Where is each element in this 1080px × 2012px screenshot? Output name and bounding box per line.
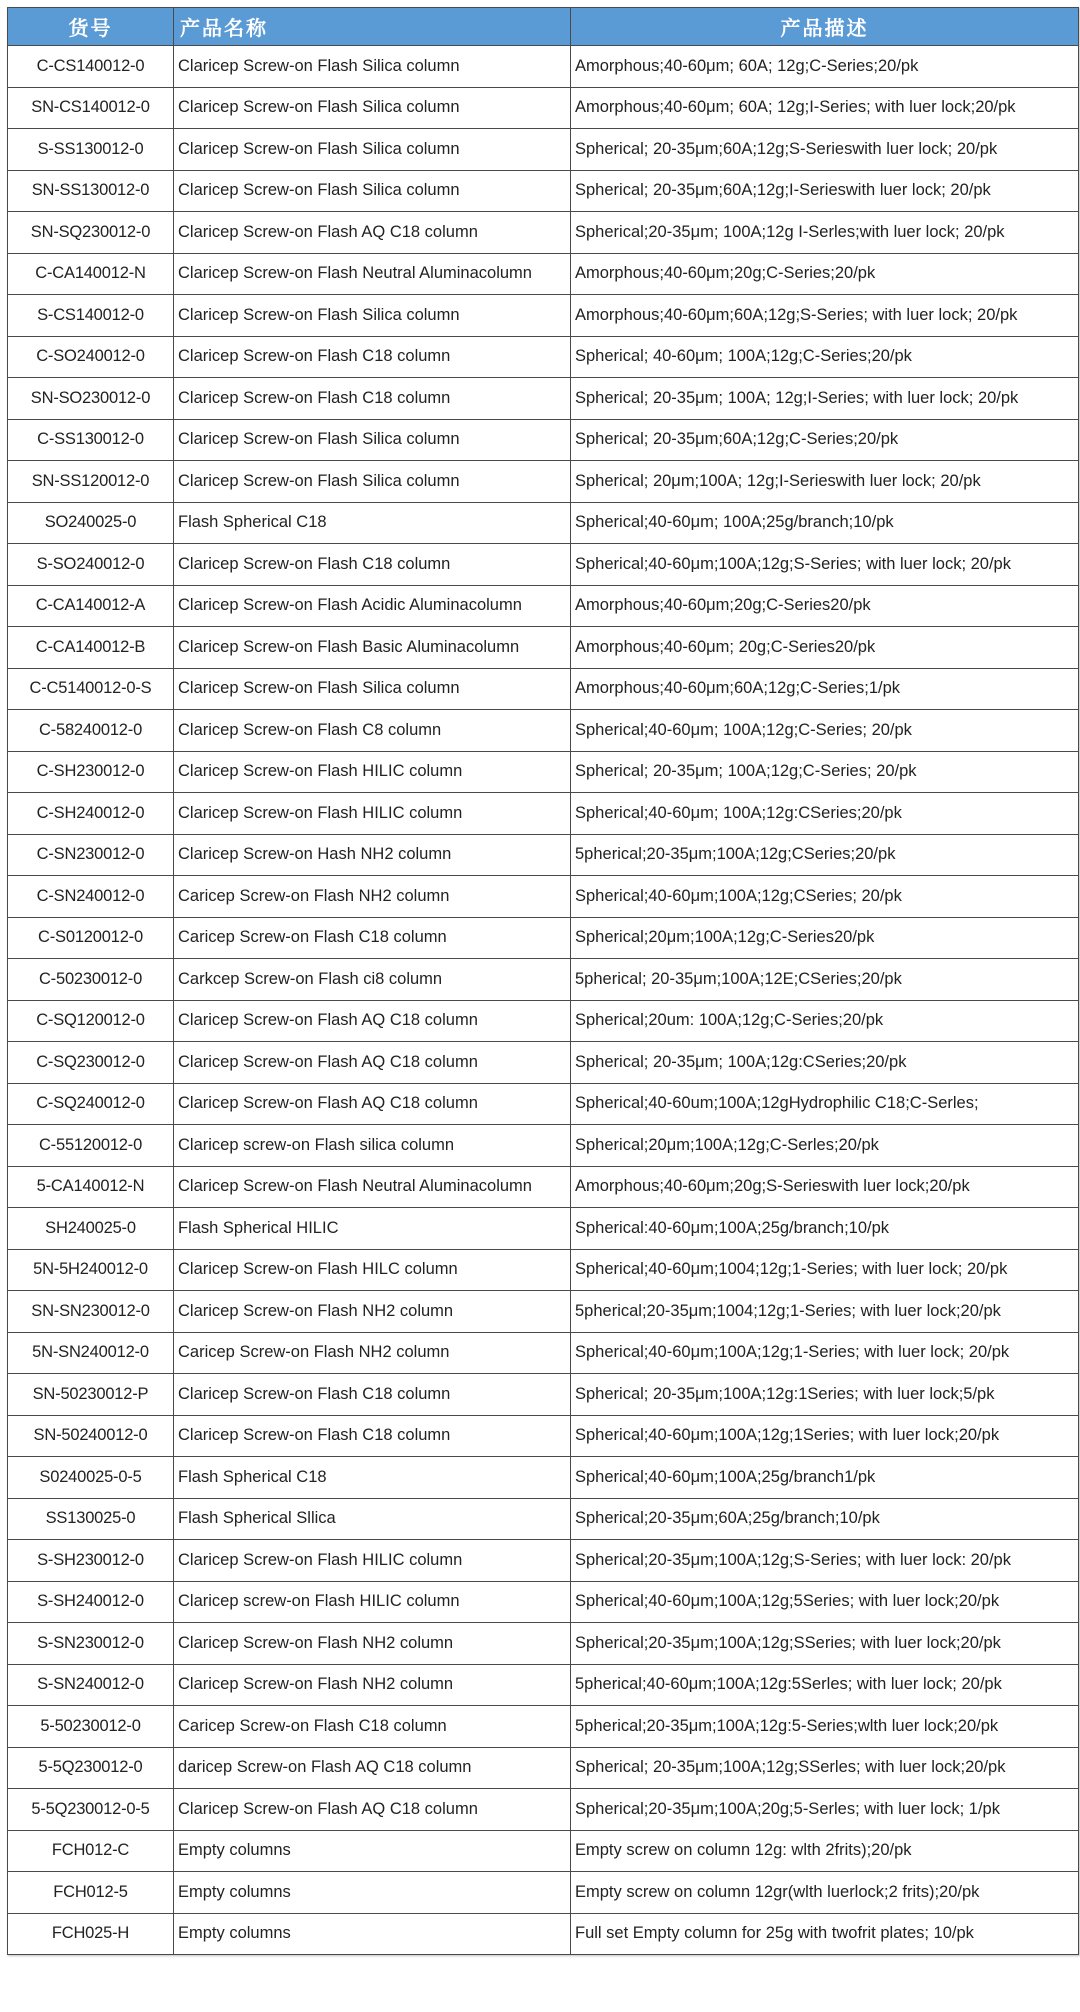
item-number-cell: 5-CA140012-N <box>8 1166 174 1208</box>
table-row <box>8 1498 1079 1540</box>
product-name-cell: Claricep Screw-on Flash Silica column <box>174 668 571 710</box>
product-description-cell: 5pherical; 20-35μm;100A;12E;CSeries;20/pk <box>571 959 1079 1001</box>
table-row <box>8 295 1079 337</box>
item-number-cell: SS130025-0 <box>8 1498 174 1540</box>
product-name-cell: Claricep Screw-on Flash Basic Aluminacolumn <box>174 627 571 669</box>
product-description-cell: Spherical;40-60μm; 100A;12g:CSeries;20/pk <box>571 793 1079 835</box>
item-number-cell: SN-50240012-0 <box>8 1415 174 1457</box>
product-name-cell: Claricep Screw-on Flash Silica column <box>174 46 571 88</box>
product-name-cell: Claricep Screw-on Flash C18 column <box>174 1415 571 1457</box>
product-name-cell: Flash Spherical HILIC <box>174 1208 571 1250</box>
product-name-cell: Claricep Screw-on Flash C18 column <box>174 336 571 378</box>
table-row <box>8 1415 1079 1457</box>
product-description-cell: Spherical;40-60um;100A;12gHydrophilic C18;C-Serles; <box>571 1083 1079 1125</box>
table-row <box>8 1747 1079 1789</box>
table-row <box>8 627 1079 669</box>
product-name-cell: Empty columns <box>174 1872 571 1914</box>
product-description-cell: Amorphous;40-60μm; 60A; 12g;C-Series;20/pk <box>571 46 1079 88</box>
product-name-cell: Claricep Screw-on Flash HILC column <box>174 1249 571 1291</box>
item-number-cell: 5-50230012-0 <box>8 1706 174 1748</box>
item-number-cell: SN-SN230012-0 <box>8 1291 174 1333</box>
item-number-cell: C-55120012-0 <box>8 1125 174 1167</box>
product-description-cell: Amorphous;40-60μm;20g;S-Serieswith luer lock;20/pk <box>571 1166 1079 1208</box>
product-name-cell: Claricep Screw-on Flash Neutral Aluminacolumn <box>174 1166 571 1208</box>
table-body <box>8 46 1079 1955</box>
product-description-cell: Amorphous;40-60μm;20g;C-Series;20/pk <box>571 253 1079 295</box>
table-row <box>8 959 1079 1001</box>
product-name-cell: Claricep Screw-on Flash NH2 column <box>174 1664 571 1706</box>
product-name-cell: Carkcep Screw-on Flash ci8 column <box>174 959 571 1001</box>
item-number-cell: S-SN240012-0 <box>8 1664 174 1706</box>
product-description-cell: Spherical; 40-60μm; 100A;12g;C-Series;20/pk <box>571 336 1079 378</box>
item-number-cell: FCH012-5 <box>8 1872 174 1914</box>
item-number-cell: C-SH230012-0 <box>8 751 174 793</box>
product-description-cell: Spherical; 20-35μm;60A;12g;I-Serieswith luer lock; 20/pk <box>571 170 1079 212</box>
product-description-cell: Amorphous;40-60μm;60A;12g;C-Series;1/pk <box>571 668 1079 710</box>
table-row <box>8 87 1079 129</box>
item-number-cell: C-CA140012-N <box>8 253 174 295</box>
item-number-cell: S0240025-0-5 <box>8 1457 174 1499</box>
product-table <box>7 7 1079 1955</box>
table-row <box>8 1291 1079 1333</box>
table-row <box>8 46 1079 88</box>
product-name-cell: Flash Spherical C18 <box>174 502 571 544</box>
table-row <box>8 668 1079 710</box>
product-description-cell: Spherical; 20-35μm; 100A;12g;C-Series; 20/pk <box>571 751 1079 793</box>
item-number-cell: C-CA140012-A <box>8 585 174 627</box>
product-name-cell: daricep Screw-on Flash AQ C18 column <box>174 1747 571 1789</box>
item-number-cell: 5-5Q230012-0 <box>8 1747 174 1789</box>
product-name-cell: Claricep Screw-on Flash HILIC column <box>174 1540 571 1582</box>
item-number-cell: C-CA140012-B <box>8 627 174 669</box>
table-row <box>8 253 1079 295</box>
product-description-cell: 5pherical;20-35μm;100A;12g:5-Series;wlth luer lock;20/pk <box>571 1706 1079 1748</box>
item-number-cell: C-58240012-0 <box>8 710 174 752</box>
table-row <box>8 336 1079 378</box>
item-number-cell: FCH012-C <box>8 1830 174 1872</box>
item-number-cell: C-SS130012-0 <box>8 419 174 461</box>
table-row <box>8 1789 1079 1831</box>
header-item-number: 货号 <box>8 8 174 46</box>
table-row <box>8 170 1079 212</box>
product-name-cell: Claricep Screw-on Hash NH2 column <box>174 834 571 876</box>
product-name-cell: Flash Spherical Sllica <box>174 1498 571 1540</box>
product-name-cell: Caricep Screw-on Flash NH2 column <box>174 876 571 918</box>
product-name-cell: Caricep Screw-on Flash NH2 column <box>174 1332 571 1374</box>
item-number-cell: S-SN230012-0 <box>8 1623 174 1665</box>
item-number-cell: C-CS140012-0 <box>8 46 174 88</box>
product-description-cell: Spherical; 20-35μm;60A;12g;S-Serieswith luer lock; 20/pk <box>571 129 1079 171</box>
product-description-cell: Spherical;40-60μm;100A;12g;1-Series; with luer lock; 20/pk <box>571 1332 1079 1374</box>
product-description-cell: 5pherical;20-35μm;1004;12g;1-Series; with luer lock;20/pk <box>571 1291 1079 1333</box>
table-row <box>8 1664 1079 1706</box>
product-name-cell: Claricep Screw-on Flash AQ C18 column <box>174 1042 571 1084</box>
item-number-cell: S-SS130012-0 <box>8 129 174 171</box>
product-name-cell: Claricep Screw-on Flash Silica column <box>174 461 571 503</box>
item-number-cell: C-SH240012-0 <box>8 793 174 835</box>
product-name-cell: Claricep Screw-on Flash Silica column <box>174 170 571 212</box>
product-name-cell: Claricep screw-on Flash silica column <box>174 1125 571 1167</box>
product-description-cell: 5pherical;40-60μm;100A;12g:5Serles; with luer lock; 20/pk <box>571 1664 1079 1706</box>
table-header-row <box>8 8 1079 46</box>
table-row <box>8 1872 1079 1914</box>
table-row <box>8 1042 1079 1084</box>
product-description-cell: Spherical; 20-35μm; 100A;12g:CSeries;20/pk <box>571 1042 1079 1084</box>
item-number-cell: C-S0120012-0 <box>8 917 174 959</box>
table-row <box>8 1249 1079 1291</box>
table-row <box>8 1913 1079 1955</box>
product-name-cell: Claricep Screw-on Flash AQ C18 column <box>174 212 571 254</box>
table-row <box>8 129 1079 171</box>
product-name-cell: Claricep Screw-on Flash Neutral Aluminacolumn <box>174 253 571 295</box>
product-description-cell: Spherical; 20-35μm;100A;12g:1Series; with luer lock;5/pk <box>571 1374 1079 1416</box>
product-name-cell: Claricep Screw-on Flash C18 column <box>174 378 571 420</box>
table-row <box>8 1830 1079 1872</box>
item-number-cell: SN-CS140012-0 <box>8 87 174 129</box>
product-description-cell: Spherical;20-35μm; 100A;12g I-Serles;with luer lock; 20/pk <box>571 212 1079 254</box>
item-number-cell: FCH025-H <box>8 1913 174 1955</box>
product-name-cell: Empty columns <box>174 1913 571 1955</box>
item-number-cell: C-SQ240012-0 <box>8 1083 174 1125</box>
product-name-cell: Claricep Screw-on Flash NH2 column <box>174 1623 571 1665</box>
product-name-cell: Claricep Screw-on Flash Silica column <box>174 87 571 129</box>
product-description-cell: Spherical;20-35μm;100A;20g;5-Serles; with luer lock; 1/pk <box>571 1789 1079 1831</box>
item-number-cell: 5N-5H240012-0 <box>8 1249 174 1291</box>
table-row <box>8 461 1079 503</box>
product-name-cell: Claricep Screw-on Flash HILIC column <box>174 751 571 793</box>
item-number-cell: S-SH230012-0 <box>8 1540 174 1582</box>
product-description-cell: Empty screw on column 12g: wlth 2frits);20/pk <box>571 1830 1079 1872</box>
item-number-cell: S-SH240012-0 <box>8 1581 174 1623</box>
product-name-cell: Claricep Screw-on Flash AQ C18 column <box>174 1789 571 1831</box>
product-description-cell: Spherical; 20-35μm;100A;12g;SSerles; with luer lock;20/pk <box>571 1747 1079 1789</box>
product-name-cell: Claricep Screw-on Flash Acidic Aluminacolumn <box>174 585 571 627</box>
product-description-cell: Spherical;40-60μm;100A;12g;1Series; with luer lock;20/pk <box>571 1415 1079 1457</box>
product-description-cell: Spherical; 20μm;100A; 12g;I-Serieswith luer lock; 20/pk <box>571 461 1079 503</box>
product-description-cell: Spherical;40-60μm;100A;25g/branch1/pk <box>571 1457 1079 1499</box>
item-number-cell: C-50230012-0 <box>8 959 174 1001</box>
table-row <box>8 1623 1079 1665</box>
table-row <box>8 1374 1079 1416</box>
table-row <box>8 834 1079 876</box>
product-name-cell: Caricep Screw-on Flash C18 column <box>174 1706 571 1748</box>
product-description-cell: Spherical;20um: 100A;12g;C-Series;20/pk <box>571 1000 1079 1042</box>
product-name-cell: Claricep Screw-on Flash C18 column <box>174 1374 571 1416</box>
table-row <box>8 1540 1079 1582</box>
product-name-cell: Claricep Screw-on Flash HILIC column <box>174 793 571 835</box>
table-row <box>8 212 1079 254</box>
table-row <box>8 419 1079 461</box>
item-number-cell: SN-SS120012-0 <box>8 461 174 503</box>
product-description-cell: Spherical:40-60μm;100A;25g/branch;10/pk <box>571 1208 1079 1250</box>
product-description-cell: Spherical;40-60μm; 100A;25g/branch;10/pk <box>571 502 1079 544</box>
table-row <box>8 378 1079 420</box>
table-row <box>8 1000 1079 1042</box>
table-row <box>8 1125 1079 1167</box>
table-row <box>8 544 1079 586</box>
product-name-cell: Claricep Screw-on Flash AQ C18 column <box>174 1083 571 1125</box>
product-description-cell: Empty screw on column 12gr(wlth luerlock;2 frits);20/pk <box>571 1872 1079 1914</box>
header-product-description: 产品描述 <box>571 8 1079 46</box>
item-number-cell: SN-SQ230012-0 <box>8 212 174 254</box>
product-description-cell: Spherical;40-60μm; 100A;12g;C-Series; 20/pk <box>571 710 1079 752</box>
table-row <box>8 917 1079 959</box>
item-number-cell: SH240025-0 <box>8 1208 174 1250</box>
product-description-cell: Amorphous;40-60μm; 20g;C-Series20/pk <box>571 627 1079 669</box>
product-description-cell: 5pherical;20-35μm;100A;12g;CSeries;20/pk <box>571 834 1079 876</box>
item-number-cell: SN-SO230012-0 <box>8 378 174 420</box>
item-number-cell: C-SN240012-0 <box>8 876 174 918</box>
table-row <box>8 876 1079 918</box>
item-number-cell: S-CS140012-0 <box>8 295 174 337</box>
product-description-cell: Spherical; 20-35μm;60A;12g;C-Series;20/pk <box>571 419 1079 461</box>
product-description-cell: Spherical;40-60μm;100A;12g;5Series; with luer lock;20/pk <box>571 1581 1079 1623</box>
product-description-cell: Spherical;20μm;100A;12g;C-Serles;20/pk <box>571 1125 1079 1167</box>
product-name-cell: Claricep Screw-on Flash C18 column <box>174 544 571 586</box>
table-row <box>8 793 1079 835</box>
product-description-cell: Spherical;20-35μm;100A;12g;SSeries; with luer lock;20/pk <box>571 1623 1079 1665</box>
product-name-cell: Claricep Screw-on Flash C8 column <box>174 710 571 752</box>
product-description-cell: Amorphous;40-60μm;60A;12g;S-Series; with luer lock; 20/pk <box>571 295 1079 337</box>
table-row <box>8 1706 1079 1748</box>
item-number-cell: C-SQ230012-0 <box>8 1042 174 1084</box>
product-name-cell: Claricep Screw-on Flash Silica column <box>174 129 571 171</box>
item-number-cell: C-SQ120012-0 <box>8 1000 174 1042</box>
product-name-cell: Claricep Screw-on Flash Silica column <box>174 295 571 337</box>
product-description-cell: Spherical;20-35μm;100A;12g;S-Series; with luer lock: 20/pk <box>571 1540 1079 1582</box>
item-number-cell: SN-SS130012-0 <box>8 170 174 212</box>
product-name-cell: Claricep screw-on Flash HILIC column <box>174 1581 571 1623</box>
product-description-cell: Full set Empty column for 25g with twofrit plates; 10/pk <box>571 1913 1079 1955</box>
product-description-cell: Spherical;40-60μm;100A;12g;CSeries; 20/pk <box>571 876 1079 918</box>
product-description-cell: Spherical;20μm;100A;12g;C-Series20/pk <box>571 917 1079 959</box>
table-row <box>8 1208 1079 1250</box>
product-description-cell: Spherical; 20-35μm; 100A; 12g;I-Series; with luer lock; 20/pk <box>571 378 1079 420</box>
table-row <box>8 502 1079 544</box>
table-row <box>8 585 1079 627</box>
product-description-cell: Spherical;40-60μm;100A;12g;S-Series; with luer lock; 20/pk <box>571 544 1079 586</box>
product-name-cell: Flash Spherical C18 <box>174 1457 571 1499</box>
product-name-cell: Claricep Screw-on Flash NH2 column <box>174 1291 571 1333</box>
item-number-cell: SO240025-0 <box>8 502 174 544</box>
item-number-cell: 5-5Q230012-0-5 <box>8 1789 174 1831</box>
table-row <box>8 1332 1079 1374</box>
table-row <box>8 751 1079 793</box>
product-description-cell: Spherical;40-60μm;1004;12g;1-Series; with luer lock; 20/pk <box>571 1249 1079 1291</box>
table-row <box>8 1457 1079 1499</box>
product-name-cell: Caricep Screw-on Flash C18 column <box>174 917 571 959</box>
item-number-cell: C-SN230012-0 <box>8 834 174 876</box>
table-row <box>8 710 1079 752</box>
product-description-cell: Amorphous;40-60μm; 60A; 12g;I-Series; with luer lock;20/pk <box>571 87 1079 129</box>
product-name-cell: Claricep Screw-on Flash AQ C18 column <box>174 1000 571 1042</box>
item-number-cell: C-C5140012-0-S <box>8 668 174 710</box>
item-number-cell: C-SO240012-0 <box>8 336 174 378</box>
table-row <box>8 1083 1079 1125</box>
product-description-cell: Spherical;20-35μm;60A;25g/branch;10/pk <box>571 1498 1079 1540</box>
product-name-cell: Empty columns <box>174 1830 571 1872</box>
item-number-cell: S-SO240012-0 <box>8 544 174 586</box>
item-number-cell: SN-50230012-P <box>8 1374 174 1416</box>
table-row <box>8 1581 1079 1623</box>
product-name-cell: Claricep Screw-on Flash Silica column <box>174 419 571 461</box>
product-description-cell: Amorphous;40-60μm;20g;C-Series20/pk <box>571 585 1079 627</box>
header-product-name: 产品名称 <box>174 8 571 46</box>
table-row <box>8 1166 1079 1208</box>
item-number-cell: 5N-SN240012-0 <box>8 1332 174 1374</box>
